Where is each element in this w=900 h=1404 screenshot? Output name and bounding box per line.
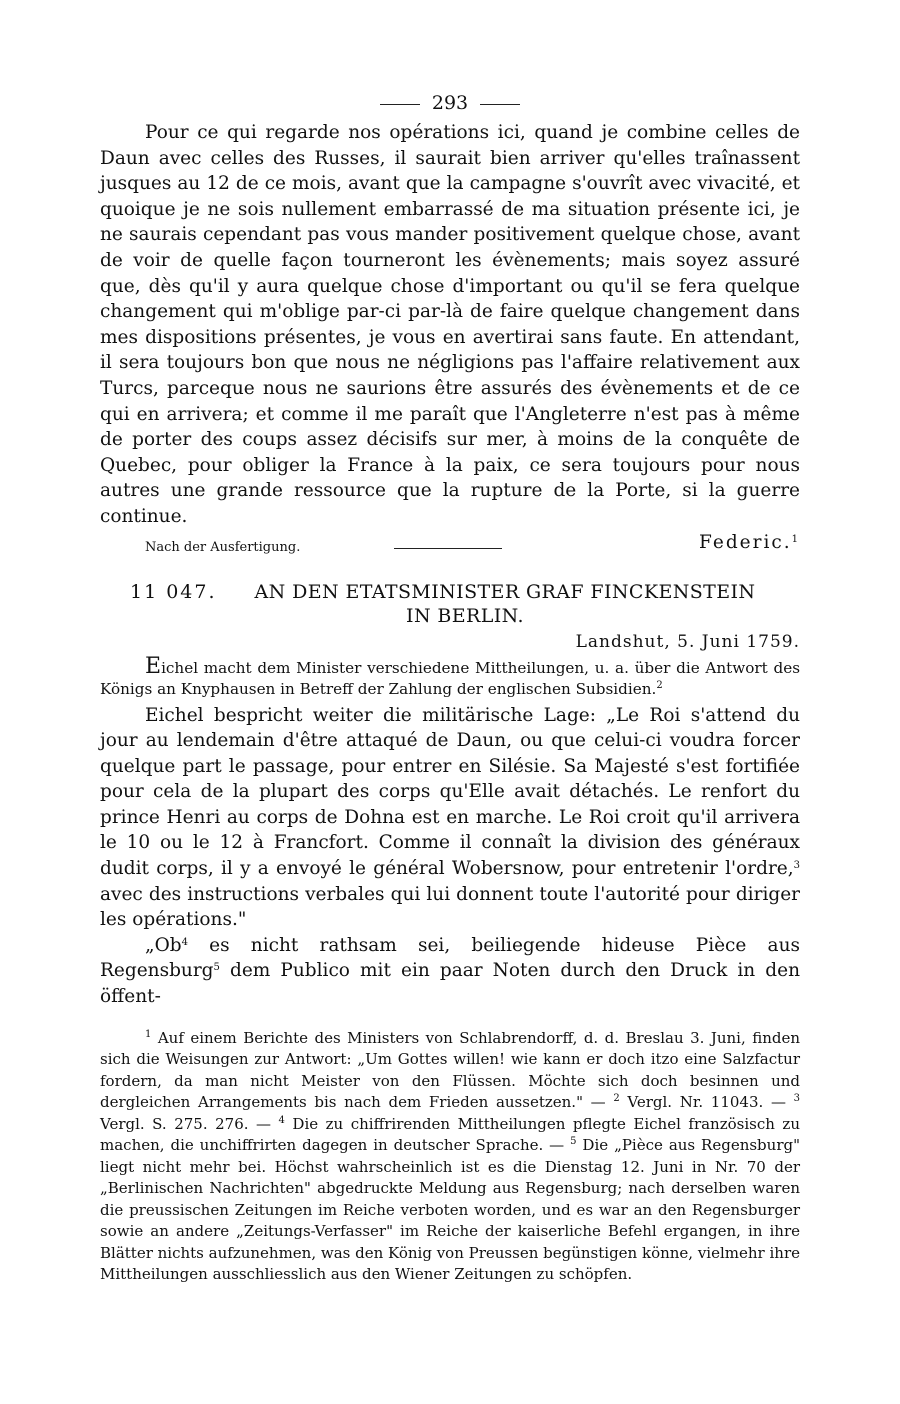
- letter-body-paragraph: Pour ce qui regarde nos opérations ici, quand je combine celles de Daun avec celles des Russes, il saurait bien arriver qu'elles traînassent jusques au 12 de ce mois, avant que la campagne s'ouvrît avec vivacité, et quoique je ne sois nullement embarrassé de ma situation présente ici, je ne saurais cependant pas vous mander positivement quelque chose, avant de voir de quelle façon tourneront les évènements; mais soyez assuré que, dès qu'il y aura quelque chose d'important ou qu'il se fera quelque changement qui m'oblige par-ci par-là de faire quelque changement dans mes dispositions présentes, je vous en avertirai sans faute. En attendant, il sera toujours bon que nous ne négligions pas l'affaire relativement aux Turcs, parceque nous ne saurions être assurés des évènements et de ce qui en arrivera; et comme il me paraît que l'Angleterre n'est pas à même de porter des coups assez décisifs sur mer, à moins de la conquête de Quebec, pour obliger la France à la paix, ce sera toujours pour nous autres une grande ressource que la rupture de la Porte, si la guerre continue.: [100, 122, 800, 527]
- footnote-1-text: Auf einem Berichte des Ministers von Schlabrendorff, d. d. Breslau 3. Juni, finden sich die Weisungen zur Antwort: „Um Gottes willen! wie kann er doch itzo eine Salzfactur fordern, da man nicht Meister von den Flüssen. Möchte sich doch besinnen und dergleichen Arrangements bis nach dem Frieden aussetzen." —: [100, 1028, 800, 1112]
- dateline: Landshut, 5. Juni 1759.: [575, 631, 800, 652]
- regensburg-footnote-mark-4: 4: [181, 936, 188, 948]
- signature-footnote-mark: 1: [791, 533, 800, 545]
- page-number-dash-left: [380, 104, 420, 105]
- regensburg-text-c: dem Publico mit ein paar Noten durch den Druck in den öffent-: [100, 960, 800, 1008]
- summary-footnote-mark: 2: [656, 679, 663, 691]
- letter-heading: [100, 580, 800, 628]
- regensburg-paragraph: [100, 933, 800, 1010]
- military-text-b: avec des instructions verbales qui lui donnent toute l'autorité pour diriger les opérations.": [100, 883, 800, 931]
- signature-text: Federic.: [699, 531, 792, 553]
- military-footnote-mark: 3: [793, 860, 800, 872]
- footnotes: [100, 1028, 800, 1286]
- military-paragraph: [100, 703, 800, 933]
- regensburg-text-b: es nicht rathsam sei, beiliegende hideuse Pièce aus Regensburg: [100, 934, 800, 982]
- letter-number: 11 047.: [130, 580, 217, 603]
- footnote-5-text: Die „Pièce aus Regensburg" liegt nicht mehr bei. Höchst wahrscheinlich ist es die Dienstag 12. Juni in Nr. 70 der „Berlinischen Nachrichten" abgedruckte Meldung aus Regensburg; nach derselben waren die preussischen Zeitungen im Reiche verboten worden, und es war an den Regensburger sowie an andere „Zeitungs-Verfasser" im Reiche der kaiserliche Befehl ergangen, in ihre Blätter nichts aufzunehmen, was den König von Preussen begünstigen könne, vielmehr ihre Mittheilungen ausschliesslich aus den Wiener Zeitungen zu schöpfen.: [100, 1136, 800, 1284]
- summary-paragraph: [100, 653, 800, 700]
- footnote-2-text: Vergl. Nr. 11043. —: [619, 1093, 794, 1112]
- footnote-4-mark: 4: [278, 1114, 285, 1126]
- regensburg-text-a: „Ob: [145, 934, 182, 956]
- regensburg-footnote-mark-5: 5: [213, 962, 220, 974]
- page-number-dash-right: [480, 104, 520, 105]
- letter-closing: [100, 532, 800, 560]
- summary-text: ichel macht dem Minister verschiedene Mittheilungen, u. a. über die Antwort des Königs an Knyphausen in Betreff der Zahlung der englischen Subsidien.: [100, 658, 800, 698]
- footnote-block: [100, 1028, 800, 1286]
- footnote-2-mark: 2: [613, 1093, 620, 1105]
- footnote-3-text: Vergl. S. 275. 276. —: [100, 1114, 279, 1133]
- signature: [699, 532, 800, 553]
- page-number-line: [100, 86, 800, 120]
- footnote-5-mark: 5: [570, 1136, 577, 1148]
- letter-title-line-2: IN BERLIN.: [406, 604, 524, 627]
- letter-title-line-1: AN DEN ETATSMINISTER GRAF FINCKENSTEIN: [254, 580, 756, 603]
- summary-initial: E: [145, 653, 162, 679]
- separator-rule: [394, 548, 502, 549]
- military-text-a: Eichel bespricht weiter die militärische Lage: „Le Roi s'attend du jour au lendemain d'être attaqué de Daun, ou que celui-ci voudra forcer quelque part le passage, pour entrer en Silésie. Sa Majesté s'est fortifiée pour cela de la plupart des corps qu'Elle avait détachés. Le renfort du prince Henri au corps de Dohna est en marche. Le Roi croit qu'il arrivera le 10 ou le 12 à Francfort. Comme il connaît la division des généraux dudit corps, il y a envoyé le général Wobersnow, pour entretenir l'ordre,: [100, 704, 800, 880]
- source-note: Nach der Ausfertigung.: [145, 539, 301, 555]
- footnote-1-mark: 1: [145, 1028, 152, 1040]
- footnote-4-text: Die zu chiffrirenden Mittheilungen pflegte Eichel französisch zu machen, die unchiffrirten dagegen in deutscher Sprache. —: [100, 1114, 800, 1155]
- document-page: [100, 86, 800, 1286]
- footnote-3-mark: 3: [793, 1093, 800, 1105]
- page-number: 293: [431, 92, 469, 114]
